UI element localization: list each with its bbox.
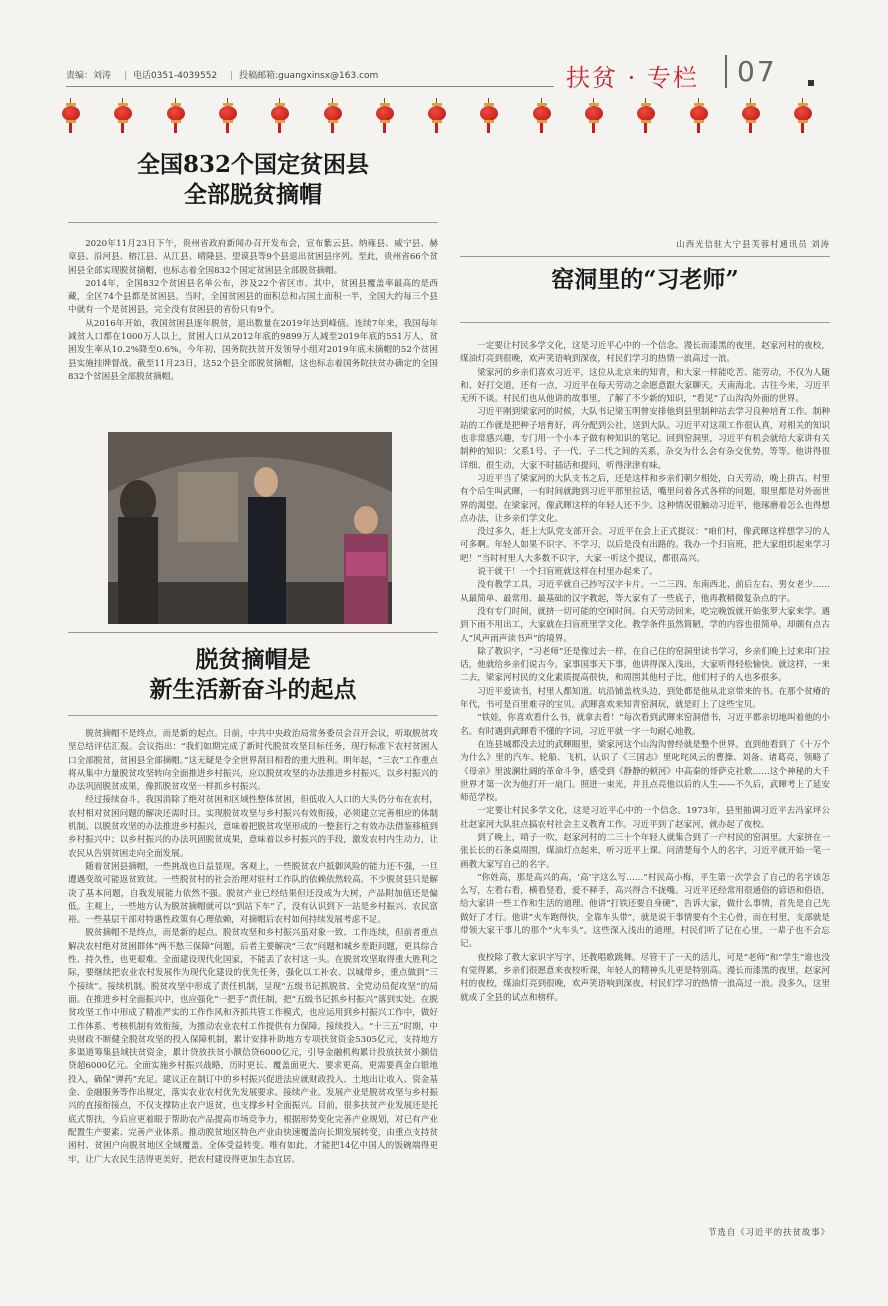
article2-byline: 山西光信驻大宁县芙蓉村通讯员 刘涛 <box>676 239 830 249</box>
page-header <box>0 0 888 100</box>
article3-source: 节选自《习近平的扶贫故事》 <box>708 1227 830 1237</box>
paragraph: “铁娃，你喜欢看什么书，就拿去看！”每次看到武暉来窑洞借书，习近平都亲切地叫着他的小名。有时遇到武暉看不懂的字词，习近平就一字一句耐心地教。 <box>460 713 830 737</box>
page-number-dot <box>808 80 814 86</box>
lantern-icon <box>583 98 605 134</box>
divider <box>460 256 830 257</box>
article1-title-line1: 全国832个国定贫困县 <box>136 151 369 178</box>
article1-title-line2: 全部脱贫摘帽 <box>184 181 322 208</box>
paragraph: 到了晚上，哨子一吹，赵家河村的二三十个年轻人就集合到了一户村民的窑洞里。大家挤在一张长长的石条桌周围，煤油灯点起来，听习近平上课。问清楚每个人的名字，习近平就开始一笔一画教大家写自己的名字。 <box>460 832 830 870</box>
article1-body <box>68 238 438 384</box>
paragraph: 一定要让村民多学文化，这是习近平心中的一个信念。漫长而漆黑的夜里，赵家河村的夜校，煤油灯亮到很晚，欢声笑语响到深夜，村民们学习的热情一浪高过一浪。 <box>460 341 830 365</box>
header-rule <box>66 86 554 87</box>
separator: | <box>123 71 127 81</box>
lantern-icon <box>426 98 448 134</box>
email-label: 投稿邮箱:guangxinsx@163.com <box>239 71 379 81</box>
section-title: 扶贫 · 专栏 <box>566 64 699 92</box>
paragraph: 习近平当了梁家河的大队支书之后，还是这样和乡亲们朝夕相处，白天劳动，晚上拼古。村里有个后生叫武暉，一有时间就跑到习近平那里拉话，嘴里问着各式各样的问题，眼里都是对外面世界的渴望。在梁家河，像武暉这样的年轻人还不少。这种情况很触动习近平，他琢磨着怎么也得想点办法，让乡亲们学文化。 <box>460 473 830 524</box>
paragraph: “你姓高，那是高兴的高，‘高’字这么写……”村民高小梅，平生第一次学会了自己的名字该怎么写，左看右看，横看竖看，爱不释手，高兴得合不拢嘴。习近平还经常用很通俗的谚语和俗语，给大家讲一些工作和生活的道理。他讲“打铁还要自身硬”，告诉大家，做什么事情，首先是自己先做好了才行。他讲“火车跑得快，全靠车头带”，就是说干事情要有个主心骨，而在村里，支部就是带领大家干事儿的那个“火车头”。这些深入浅出的道理，村民们听了记在心里，一辈子也不会忘记。 <box>460 872 830 950</box>
paragraph: 从2016年开始，我国贫困县逐年脱贫，退出数量在2019年达到峰值。连续7年来，我国每年减贫人口都在1000万人以上，贫困人口从2012年底的9899万人减至2019年底的551万人，贫困发生率从10.2%降至0.6%。今年初，国务院扶贫开发领导小组对2019年底未摘帽的52个贫困县实施挂牌督战。截至11月23日，这52个县全部脱贫摘帽，这也标志着国务院扶贫办确定的全国832个贫困县全部脱贫摘帽。 <box>68 318 438 382</box>
lantern-icon <box>374 98 396 134</box>
paragraph: 脱贫摘帽不是终点，而是新的起点。日前，中共中央政治局常务委员会召开会议，听取脱贫攻坚总结评估汇报。会议指出：“我们如期完成了新时代脱贫攻坚目标任务，现行标准下农村贫困人口全部脱贫，贫困县全部摘帽。”这无疑是令全世界刮目相看的重大胜利。明年起，“三农”工作重点将从集中力量脱贫攻坚转向全面推进乡村振兴，应以脱贫攻坚的办法推进乡村振兴，以乡村振兴的办法巩固脱贫成果，像抓脱贫攻坚一样抓乡村振兴。 <box>68 729 438 793</box>
paragraph: 习近平爱读书，村里人都知道。坑沿铺盖枕头边，到处都是他从北京带来的书。在那个贫瘠的年代，书可是百里难寻的宝贝。武暉喜欢来知青窑洞玩，就是盯上了这些宝贝。 <box>460 686 830 711</box>
paragraph: 说干就干！一个扫盲班就这样在村里办起来了。 <box>477 567 658 578</box>
paragraph: 没过多久，赶上大队党支部开会。习近平在会上正式提议：“咱们村，像武暉这样想学习的人可多啊。年轻人如果不识字、不学习，以后是没有出路的。我办一个扫盲班，把大家组织起来学习吧！”当时村里人大多数不识字，大家一听这个提议，都很高兴。 <box>460 527 830 564</box>
lantern-icon <box>740 98 762 134</box>
lantern-icon <box>112 98 134 134</box>
lantern-icon <box>635 98 657 134</box>
paragraph: 梁家河的乡亲们喜欢习近平，这位从北京来的知青，和大家一样能吃苦、能劳动，不仅为人随和、好打交道，还有一点，习近平在每天劳动之余愿意跟大家聊天。天南海北、古往今来，习近平无所不谈。村民们也从他讲的故事里，了解了不少新的知识，“看见”了山沟沟外面的世界。 <box>460 367 830 405</box>
paragraph: 一定要让村民多学文化，这是习近平心中的一个信念。1973年，县里抽调习近平去冯家坪公社赵家河大队驻点搞农村社会主义教育工作。习近平到了赵家河，就办起了夜校。 <box>460 806 830 830</box>
paragraph: 经过接续奋斗，我国消除了绝对贫困和区域性整体贫困，但低收入人口的大头仍分布在农村，农村相对贫困问题的解决还需时日。实现脱贫攻坚与乡村振兴有效衔接，必须建立完善相应的体制机制。以脱贫攻坚的办法推进乡村振兴，意味着把脱贫攻坚形成的一整套行之有效办法借鉴移植到乡村振兴中；以乡村振兴的办法巩固脱贫成果，意味着以乡村振兴的手段，激发农村内生动力，让农民从告别贫困走向全面发展。 <box>68 795 438 859</box>
header-meta <box>66 68 388 81</box>
lantern-icon <box>531 98 553 134</box>
article2-body-left <box>68 728 438 1243</box>
article3-headline: 窑洞里的“习老师” <box>551 266 739 293</box>
paragraph: 夜校除了教大家识字写字，还教唱歌跳舞。尽管干了一天的活儿，可是“老师”和“学生”谁也没有觉得累，乡亲们很愿意来夜校听课，年轻人的精神头儿更是特别高。漫长而漆黑的夜里，赵家河村的夜校，煤油灯亮到很晚，欢声笑语响到深夜，村民们学习的热情一浪高过一浪。没多久，这里就成了全县的试点和榜样。 <box>460 952 830 1003</box>
article2-title-line2: 新生活新奋斗的起点 <box>149 676 357 703</box>
divider <box>68 632 438 633</box>
paragraph: 随着贫困县摘帽，一些挑战也日益显现。客观上，一些脱贫农户抵御风险的能力还不强，一旦遭遇变故可能返贫致贫。一些脱贫村的社会治理对驻村工作队的依赖依然较高。不少脱贫县只是解决了基本问题，自我发展能力依然不强。脱贫产业已经结果但还没成为大树，产品附加值还是偏低。主观上，一些地方认为脱贫摘帽就可以“到站下车”了，没有认识到下一站是乡村振兴、农民富裕。一些基层干部对特惠性政策有心理依赖，对摘帽后农村如何持续发展考虑不足。 <box>68 861 438 926</box>
article3-body <box>460 340 830 1225</box>
paragraph: 脱贫摘帽不是终点，而是新的起点。脱贫攻坚和乡村振兴虽对象一致、工作连续，但前者重点解决农村绝对贫困群体“两不愁三保障”问题，后者主要解决“三农”问题和城乡差距问题，更具综合性、持久性，也更艰难。全面建设现代化国家，不能丢了农村这一头。在脱贫攻坚取得重大胜利之际，要继续把农业农村发展作为现代化建设的优先任务，强化以工补农、以城带乡，重点做到“三个接续”。接续机制。脱贫攻坚中形成了责任机制，呈现“五级书记抓脱贫、全党动员促攻坚”的局面。在推进乡村全面振兴中，也应强化“一把手”责任制，把“五级书记抓乡村振兴”落到实处。在脱贫攻坚工作中形成了精准严实的工作作风和齐抓共管工作模式，也应运用到乡村振兴工作中，做好工作体系、考核机制有效衔接，为推动农业农村工作提供有力保障。接续投入。“十三五”时期，中央财政不断健全脱贫攻坚的投入保障机制，累计安排补助地方专项扶贫资金5305亿元，支持地方多渠道筹集县域扶贫资金，累计贷放扶贫小额信贷6000亿元，引导金融机构累计投放扶贫小额信贷超6000亿元。全面实施乡村振兴战略，历时更长、覆盖面更大、要求更高，更需要真金白银地投入，确保“弹药”充足。建议正在制订中的乡村振兴促进法应就财政投入、土地出让收入、资金基金、金融服务等作出规定，落实农业农村优先发展要求。接续产业。发展产业是脱贫攻坚与乡村振兴的直接衔接点，不仅支撑防止农户返贫，也支撑乡村全面振兴。目前，很多扶贫产业发展还是托底式帮扶，今后应更着眼于帮助农产品提高市场竞争力，根据形势变化完善产业规划，对已有产业配置生产要素、完善产业体系。推动脱贫地区特色产业由快速覆盖向长期发展转变，由重点支持贫困村、贫困户向脱贫地区全域覆盖、全体受益转变。唯有如此，才能把14亿中国人的饭碗端得更牢，让广大农民生活得更美好，把农村建设得更加生态宜居。 <box>68 928 438 1165</box>
divider <box>68 715 438 716</box>
village-photo <box>108 432 392 624</box>
lantern-icon <box>165 98 187 134</box>
separator: | <box>230 71 234 81</box>
lantern-icon <box>217 98 239 134</box>
article2-headline <box>68 645 438 705</box>
page-number: 07 <box>725 55 777 88</box>
phone-label: 电话0351-4039552 <box>132 71 218 81</box>
paragraph: 在连县城都没去过的武暉眼里，梁家河这个山沟沟曾经就是整个世界。直到他看到了《十万个为什么》里的汽车、轮船、飞机，认识了《三国志》里叱咤风云的曹操、刘备、诸葛亮，领略了《母亲》里波澜壮阔的革命斗争，感受到《静静的顿河》中高秦的哥萨克社歌……这个神秘的大千世界才第一次为他打开一扇门。照进一束光，并且点亮他以后的人生——不久后，武暉考上了延安师范学校。 <box>460 739 830 804</box>
paragraph: 2020年11月23日下午，贵州省政府新闻办召开发布会，宣布紫云县、纳雍县、威宁县、赫章县、沿河县、榕江县、从江县、晴隆县、望谟县等9个县退出贫困县序列。至此，贵州省66个贫困县全部实现脱贫摘帽，也标志着全国832个国定贫困县全部脱贫摘帽。 <box>68 239 438 276</box>
divider <box>460 322 830 323</box>
paragraph: 除了教识字，“习老师”还是像过去一样，在自己住的窑洞里读书学习，乡亲们晚上过来串门拉话，他就给乡亲们说古今。家事国事天下事，他讲得深入浅出，大家听得轻松愉快。就这样，一来二去，梁家河村民的文化素质提高很快，和周围其他村子比，他们村子的人也多很多。 <box>460 646 830 684</box>
lantern-icon <box>688 98 710 134</box>
paragraph: 没有教学工具，习近平就自己抄写汉字卡片。一二三四、东南西北、前后左右、男女老少……从最简单、最常用、最基础的汉字教起，等大家有了一些底子，他再教稍微复杂点的字。 <box>460 580 830 604</box>
lantern-icon <box>322 98 344 134</box>
lantern-icon <box>478 98 500 134</box>
paragraph: 习近平刚到梁家河的时候，大队书记梁玉明曾安排他到县里制种站去学习良种培育工作。制种站的工作就是把种子培育好，再分配到公社，送到大队。习近平对这项工作很认真，对相关的知识也非常感兴趣，专门用一个小本子做有种知识的笔记。回到窑洞里，习近平有机会就给大家讲有关制种的知识：父系1号、子一代、子二代之间的关系，杂交为什么会有杂交优势，等等。他讲得很详细、很生动，大家不时插话和提问，听得津津有味。 <box>460 407 830 471</box>
divider <box>68 222 438 223</box>
lantern-icon <box>269 98 291 134</box>
lantern-icon <box>60 98 82 134</box>
paragraph: 2014年，全国832个贫困县名单公布，涉及22个省区市。其中，贫困县覆盖率最高的是西藏，全区74个县都是贫困县。当时，全国贫困县的面积总和占国土面积一半，全国大约每三个县中就有一个是贫困县，完全没有贫困县的省份只有9个。 <box>68 278 438 316</box>
editor-label: 责编：刘涛 <box>66 71 112 81</box>
article1-headline <box>68 150 438 210</box>
lantern-icon <box>792 98 814 134</box>
article2-title-line1: 脱贫摘帽是 <box>195 646 311 673</box>
paragraph: 没有专门时间，就挤一切可能的空闲时间。白天劳动回来，吃完晚饭就开始张罗大家来学。遇到下雨不用出工，大家就在扫盲班里学文化。教学条件虽然简陋，学的内容也很简单，却颇有点古人“风声雨声读书声”的境界。 <box>460 606 830 644</box>
lantern-decoration <box>60 98 830 138</box>
